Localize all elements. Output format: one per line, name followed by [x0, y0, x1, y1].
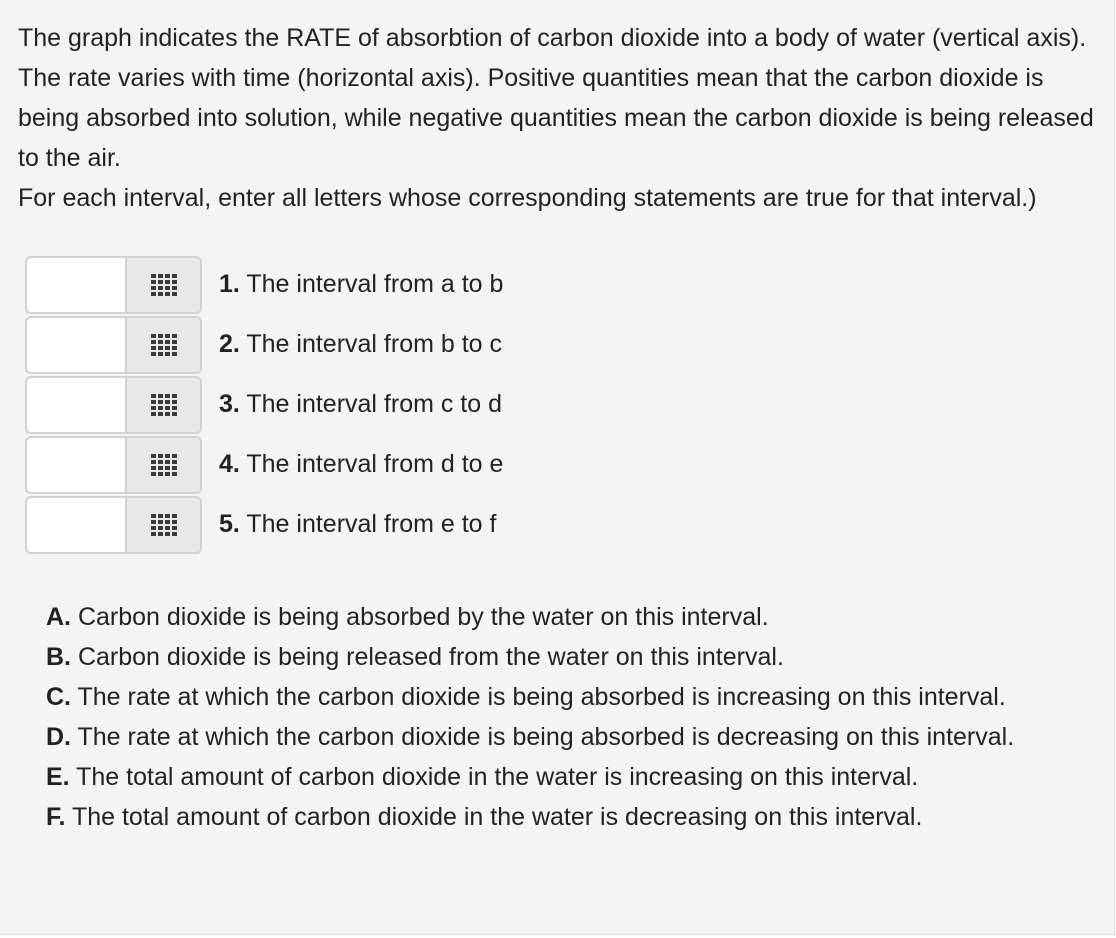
interval-text: The interval from d to e	[246, 450, 504, 478]
grid-icon	[151, 394, 177, 416]
option-text: The rate at which the carbon dioxide is being absorbed is increasing on this interval.	[77, 683, 1006, 711]
option-f	[46, 797, 1056, 837]
interval-label-1	[219, 269, 503, 299]
letter-picker-button-3[interactable]	[125, 376, 202, 434]
interval-label-3	[219, 389, 502, 419]
intro-paragraph: The graph indicates the RATE of absorbtion of carbon dioxide into a body of water (vertical axis). The rate varies with time (horizontal axis). Positive quantities mean that the carbon dioxide is being absorbed into solution, while negative quantities mean the carbon dioxide is being released to the air.	[18, 24, 1094, 172]
answer-input-3[interactable]	[25, 376, 125, 434]
answer-options	[46, 597, 1056, 837]
answer-input-2[interactable]	[25, 316, 125, 374]
grid-icon	[151, 454, 177, 476]
grid-icon	[151, 334, 177, 356]
interval-text: The interval from c to d	[246, 390, 503, 418]
interval-number: 4.	[219, 450, 240, 478]
interval-text: The interval from e to f	[246, 510, 497, 538]
interval-number: 3.	[219, 390, 240, 418]
option-letter: C.	[46, 683, 71, 711]
option-b	[46, 637, 1056, 677]
option-d	[46, 717, 1056, 757]
grid-icon	[151, 274, 177, 296]
option-text: Carbon dioxide is being released from the water on this interval.	[77, 643, 784, 671]
option-letter: F.	[46, 803, 66, 831]
letter-picker-button-1[interactable]	[125, 256, 202, 314]
option-text: Carbon dioxide is being absorbed by the water on this interval.	[77, 603, 769, 631]
answer-input-5[interactable]	[25, 496, 125, 554]
option-letter: E.	[46, 763, 70, 791]
option-c	[46, 677, 1056, 717]
answer-input-4[interactable]	[25, 436, 125, 494]
option-e	[46, 757, 1056, 797]
question-intro	[18, 18, 1103, 218]
grid-icon	[151, 514, 177, 536]
answer-input-1[interactable]	[25, 256, 125, 314]
option-letter: B.	[46, 643, 71, 671]
interval-text: The interval from a to b	[246, 270, 504, 298]
interval-number: 2.	[219, 330, 240, 358]
letter-picker-button-2[interactable]	[125, 316, 202, 374]
interval-label-5	[219, 509, 496, 539]
option-text: The rate at which the carbon dioxide is being absorbed is decreasing on this interval.	[77, 723, 1015, 751]
interval-label-4	[219, 449, 503, 479]
interval-text: The interval from b to c	[246, 330, 503, 358]
interval-number: 5.	[219, 510, 240, 538]
interval-label-2	[219, 329, 502, 359]
instructions-paragraph: For each interval, enter all letters whose corresponding statements are true for that interval.)	[18, 184, 1037, 212]
option-a	[46, 597, 1056, 637]
option-text: The total amount of carbon dioxide in the water is increasing on this interval.	[76, 763, 919, 791]
interval-number: 1.	[219, 270, 240, 298]
option-text: The total amount of carbon dioxide in the water is decreasing on this interval.	[71, 803, 923, 831]
option-letter: A.	[46, 603, 71, 631]
option-letter: D.	[46, 723, 71, 751]
letter-picker-button-4[interactable]	[125, 436, 202, 494]
letter-picker-button-5[interactable]	[125, 496, 202, 554]
